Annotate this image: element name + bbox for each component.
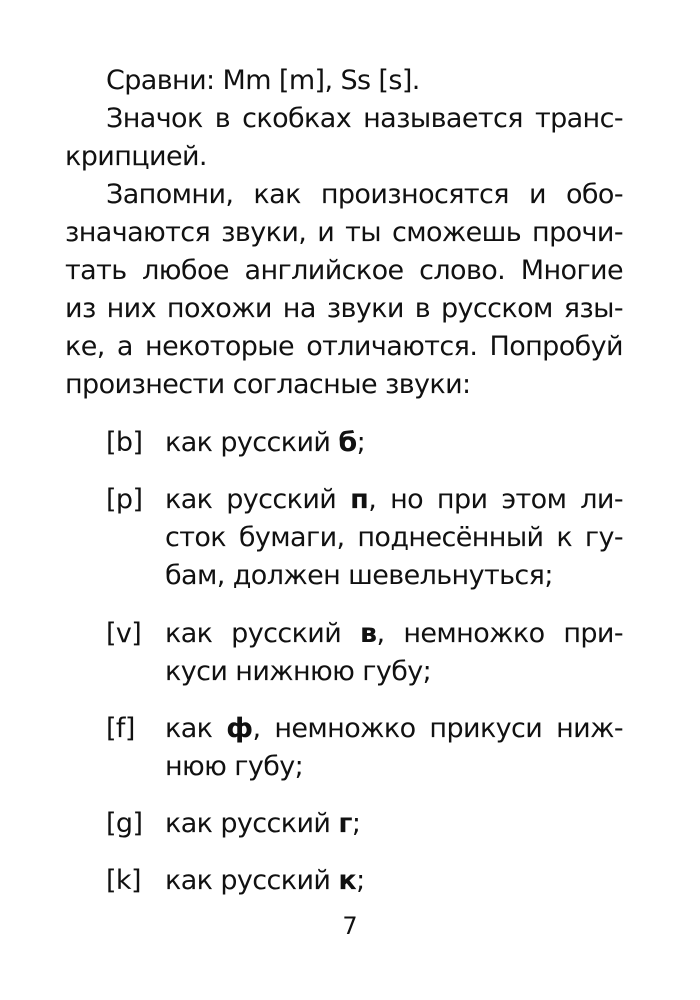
paragraph-compare: Сравни: Mm [m], Ss [s]. [106, 65, 420, 96]
paragraph-remember-line: ке, а некоторые отличаются. Попробуй [65, 331, 623, 362]
transcription-marker: [b] [106, 427, 143, 458]
paragraph-remember-line: из них похожи на звуки в русском язы- [65, 293, 623, 324]
item-line: как русский в, немножко при- [165, 618, 623, 649]
transcription-marker: [f] [106, 713, 135, 744]
item-line: как русский б; [165, 427, 366, 458]
item-line: сток бумаги, поднесённый к гу- [165, 522, 623, 553]
transcription-marker: [p] [106, 484, 143, 515]
item-line: как ф, немножко прикуси ниж- [165, 713, 623, 744]
item-line: бам, должен шевельнуться; [165, 560, 553, 591]
paragraph-remember-line: тать любое английское слово. Многие [65, 255, 623, 286]
paragraph-transcription-line: Значок в скобках называется транс- [106, 103, 623, 134]
item-line: как русский п, но при этом ли- [165, 484, 623, 515]
transcription-marker: [v] [106, 618, 142, 649]
paragraph-remember-line: Запомни, как произносятся и обо- [106, 179, 623, 210]
paragraph-remember-line: значаются звуки, и ты сможешь прочи- [65, 217, 623, 248]
transcription-marker: [k] [106, 865, 141, 896]
item-line: как русский к; [165, 865, 365, 896]
item-line: куси нижнюю губу; [165, 656, 432, 687]
paragraph-remember-line: произнести согласные звуки: [65, 369, 471, 400]
transcription-marker: [g] [106, 808, 143, 839]
page-number: 7 [342, 912, 358, 940]
paragraph-transcription-line: крипцией. [65, 141, 207, 172]
item-line: как русский г; [165, 808, 361, 839]
item-line: нюю губу; [165, 751, 304, 782]
